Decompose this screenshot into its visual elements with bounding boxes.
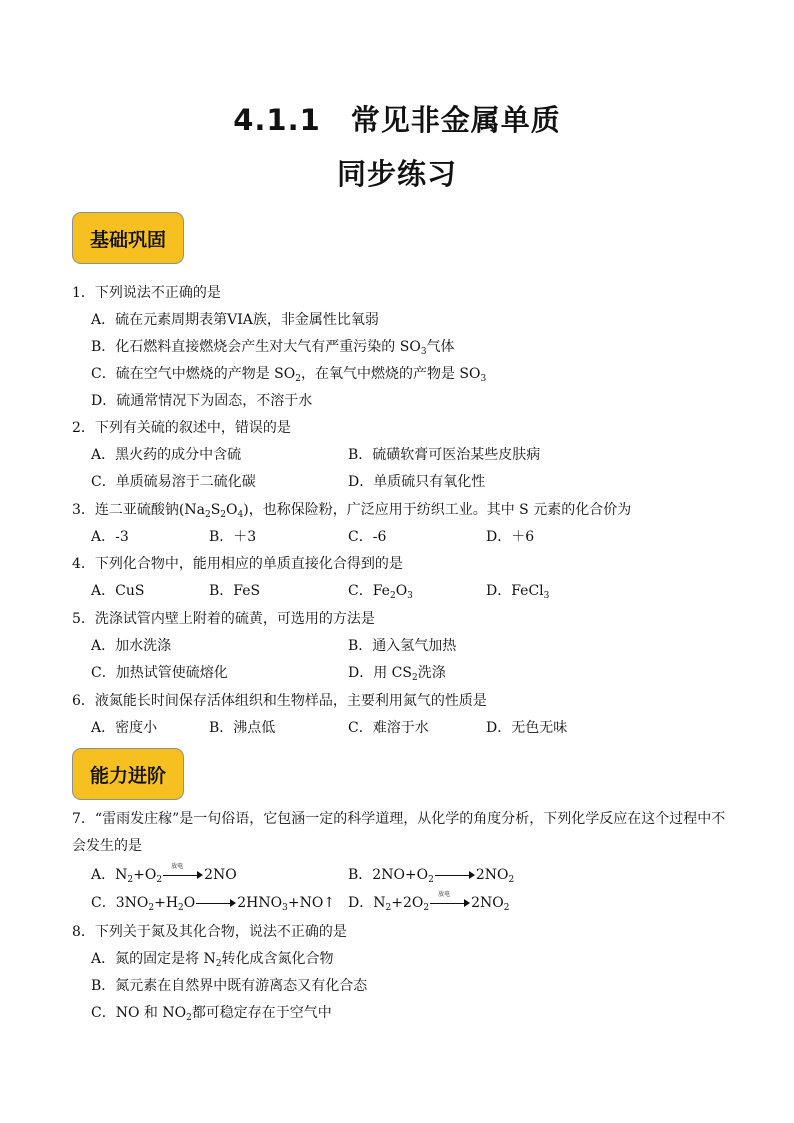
question-3-option-d: D．＋6 — [486, 529, 535, 545]
question-6-option-a: A．密度小 — [91, 720, 158, 736]
question-8-option-c: C．NO 和 $NO_2$都可稳定存在于空气中 — [91, 1005, 332, 1023]
question-1-option-d: D．硫通常情况下为固态，不溶于水 — [91, 393, 313, 409]
question-7-option-a: A．$N_2+O_2$ 放电 2NO — [91, 863, 237, 885]
question-2-option-d: D．单质硫只有氧化性 — [348, 474, 486, 490]
question-1-option-a: A．硫在元素周期表第VIA族，非金属性比氧弱 — [91, 312, 379, 328]
page-title: 4.1.1 常见非金属单质 — [233, 103, 561, 137]
question-3-stem: 3．连二亚硫酸钠$(Na_2S_2O_4)$，也称保险粉，广泛应用于纺织工业。其中 S 元素的化合价为 — [72, 502, 632, 520]
question-7-stem: 7．“雷雨发庄稼”是一句俗语，它包涵一定的科学道理，从化学的角度分析，下列化学反应在这个过程中不 — [72, 811, 726, 827]
question-4-option-a: A．CuS — [91, 583, 145, 599]
question-6-option-d: D．无色无味 — [486, 720, 568, 736]
question-1-option-c: C．硫在空气中燃烧的产物是 $SO_2$，在氧气中燃烧的产物是 $SO_3$ — [91, 366, 487, 384]
question-7-option-b: B．$2NO+O_2$ $2NO_2$ — [348, 867, 515, 885]
question-7-stem-cont: 会发生的是 — [72, 838, 142, 854]
question-3-option-a: A．-3 — [91, 529, 129, 545]
question-3-option-c: C．-6 — [348, 529, 387, 545]
section-badge-basic: 基础巩固 — [72, 212, 184, 264]
section-badge-advanced: 能力进阶 — [72, 748, 184, 800]
question-7-option-d: D．$N_2+2O_2$ 放电 $2NO_2$ — [348, 891, 510, 913]
question-3-option-b: B．＋3 — [209, 529, 257, 545]
reaction-arrow-icon — [196, 898, 236, 908]
question-4-option-d: D．FeCl$_3$ — [486, 583, 550, 601]
question-5-stem: 5．洗涤试管内壁上附着的硫黄，可选用的方法是 — [72, 611, 375, 627]
question-1-option-b: B．化石燃料直接燃烧会产生对大气有严重污染的 $SO_3$气体 — [91, 339, 455, 357]
question-7-option-c: C．$3NO_2+H_2O$ $2HNO_3+NO↑$ — [91, 895, 336, 913]
question-6-option-c: C．难溶于水 — [348, 720, 429, 736]
question-5-option-d: D．用 $CS_2$洗涤 — [348, 665, 446, 683]
question-4-option-b: B．FeS — [209, 583, 261, 599]
question-5-option-a: A．加水洗涤 — [91, 638, 172, 654]
question-2-option-b: B．硫磺软膏可医治某些皮肤病 — [348, 447, 541, 463]
page-subtitle: 同步练习 — [336, 157, 457, 191]
question-6-option-b: B．沸点低 — [209, 720, 276, 736]
question-8-stem: 8．下列关于氮及其化合物，说法不正确的是 — [72, 924, 347, 940]
question-1-stem: 1．下列说法不正确的是 — [72, 285, 221, 301]
question-2-option-c: C．单质硫易溶于二硫化碳 — [91, 474, 256, 490]
reaction-arrow-icon: 放电 — [430, 898, 470, 908]
question-4-option-c: C．$Fe_2O_3$ — [348, 583, 413, 601]
question-5-option-c: C．加热试管使硫熔化 — [91, 665, 228, 681]
question-8-option-a: A．氮的固定是将 $N_2$转化成含氮化合物 — [91, 951, 334, 969]
question-6-stem: 6．液氮能长时间保存活体组织和生物样品，主要利用氮气的性质是 — [72, 693, 487, 709]
question-2-option-a: A．黑火药的成分中含硫 — [91, 447, 242, 463]
reaction-arrow-icon: 放电 — [163, 870, 203, 880]
reaction-arrow-icon — [435, 870, 475, 880]
question-5-option-b: B．通入氢气加热 — [348, 638, 457, 654]
question-4-stem: 4．下列化合物中，能用相应的单质直接化合得到的是 — [72, 556, 403, 572]
question-8-option-b: B．氮元素在自然界中既有游离态又有化合态 — [91, 978, 368, 994]
question-2-stem: 2．下列有关硫的叙述中，错误的是 — [72, 420, 291, 436]
